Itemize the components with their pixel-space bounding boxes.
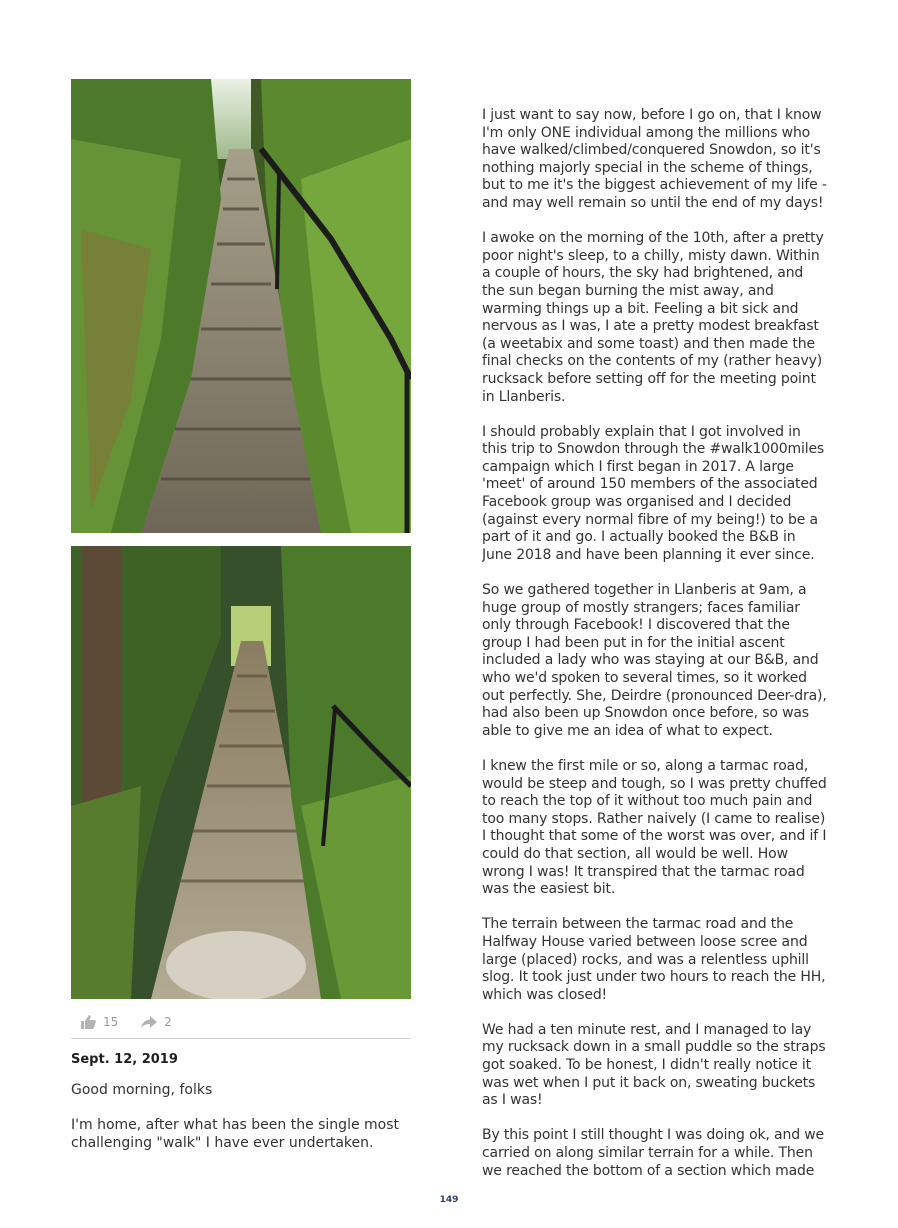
paragraph: I awoke on the morning of the 10th, after a pretty poor night's sleep, to a chilly, misty dawn. Within a couple of hours, the sky had brightened, and the sun began burning the mist away, and warming things up a bit. Feeling a bit sick and nervous as I was, I ate a pretty modest breakfast (a weetabix and some toast) and then made the final checks on the contents of my (rather heavy) rucksack before setting off for the meeting point in Llanberis. xyxy=(482,230,824,405)
entry-date: Sept. 12, 2019 xyxy=(71,1052,178,1067)
divider xyxy=(71,1038,411,1039)
thumbs-up-icon[interactable] xyxy=(79,1013,97,1031)
paragraph: I just want to say now, before I go on, that I know I'm only ONE individual among the millions who have walked/climbed/conquered Snowdon, so it's nothing majorly special in the scheme of things, but to me it's the biggest achievement of my life - and may well remain so until the end of my days! xyxy=(482,107,827,211)
share-arrow-icon[interactable] xyxy=(140,1013,158,1031)
social-bar xyxy=(79,1012,194,1032)
paragraph: I knew the first mile or so, along a tarmac road, would be steep and tough, so I was pretty chuffed to reach the top of it without too much pain and too many stops. Rather naively (I came to realise) I thought that some of the worst was over, and if I could do that section, all would be well. How wrong I was! It transpired that the tarmac road was the easiest bit. xyxy=(482,757,827,898)
paragraph: So we gathered together in Llanberis at 9am, a huge group of mostly strangers; faces familiar only through Facebook! I discovered that the group I had been put in for the initial ascent included a lady who was staying at our B&B, and who we'd spoken to several times, so it worked out perfectly. She, Deirdre (pronounced Deer-dra), had also been up Snowdon once before, so was able to give me an idea of what to expect. xyxy=(482,582,827,739)
paragraph: I should probably explain that I got involved in this trip to Snowdon through the #walk1000miles campaign which I first began in 2017. A large 'meet' of around 150 members of the associated Facebook group was organised and I decided (against every normal fibre of my being!) to be a part of it and go. I actually booked the B&B in June 2018 and have been planning it ever since. xyxy=(482,423,825,563)
photo-steps-ferns xyxy=(71,79,411,533)
photo-woodland-steps xyxy=(71,546,411,999)
page-number: 149 xyxy=(439,1195,459,1205)
paragraph: The terrain between the tarmac road and the Halfway House varied between loose scree and large (placed) rocks, and was a relentless uphill slog. It took just under two hours to reach the HH, which was closed! xyxy=(482,916,826,1003)
like-count: 15 xyxy=(103,1015,119,1029)
share-count: 2 xyxy=(164,1015,172,1029)
greeting-text: Good morning, folks xyxy=(71,1082,213,1098)
paragraph: By this point I still thought I was doing ok, and we carried on along similar terrain for a while. Then we reached the bottom of a section which made xyxy=(482,1127,825,1177)
paragraph: We had a ten minute rest, and I managed to lay my rucksack down in a small puddle so the straps got soaked. To be honest, I didn't really notice it was wet when I put it back on, sweating buckets as I was! xyxy=(482,1021,826,1109)
article-body xyxy=(482,107,827,1177)
intro-text: I'm home, after what has been the single most challenging "walk" I have ever undertaken. xyxy=(71,1117,400,1151)
